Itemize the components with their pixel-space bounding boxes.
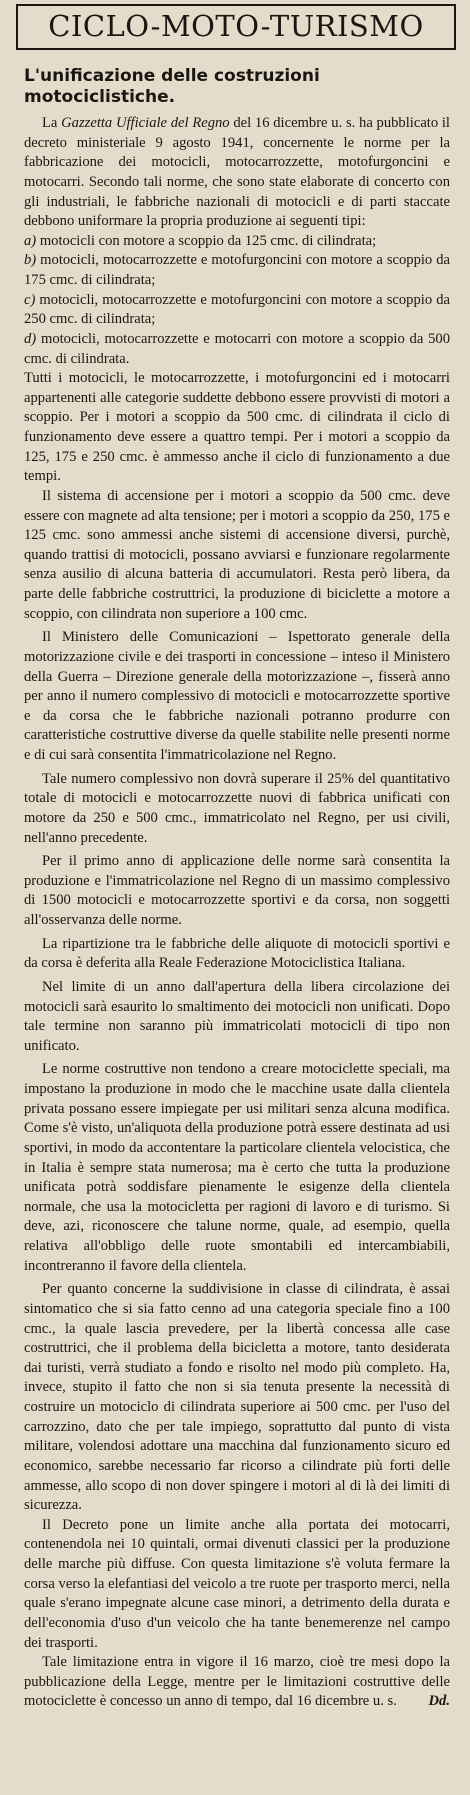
list-item	[24, 232, 450, 252]
article-body	[24, 114, 450, 1712]
list-marker: d)	[24, 330, 37, 347]
body-paragraph: Il Decreto pone un limite anche alla portata dei motocarri, contenendola nei 10 quintali, ormai divenuti classici per la produzione delle marche più diffuse. Con questa limitazione s'è voluta fermare la corsa verso la elefantiasi del veicolo a tre ruote per trasporto merci, nella quale s'erano impegnate alcune case minori, a detrimento della durata e dell'economia d'uso d'un veicolo che ha tante benemerenze nel campo dei trasporti.	[24, 1516, 450, 1651]
intro-prefix: La	[42, 115, 62, 131]
list-marker: b)	[24, 252, 37, 269]
list-item-text: motocicli, motocarrozzette e motocarri con motore a scoppio da 500 cmc. di cilindrata.	[24, 330, 450, 367]
body-paragraph: Per quanto concerne la suddivisione in classe di cilindrata, è assai sintomatico che si sia fatto cenno ad una categoria speciale fino a 100 cmc., la quale lascia prevedere, per la libertà concessa alle case costruttrici, che il problema della bicicletta a motore, tanto desiderata dai turisti, verrà studiato a fondo e risolto nel modo più completo. Ha, invece, stupito il fatto che non si sia tenuta presente la necessità di costruire un motociclo di cilindrata superiore ai 500 cmc. per l'uso del carrozzino, dato che per tale impiego, soprattutto dal punto di vista militare, volendosi adottare una macchina dal funzionamento sicuro ed economico, sarebbe necessario far ricorso a cilindrate più forti delle ammesse, allo scopo di non dover spingere i motori al di là dei limiti di sicurezza.	[24, 1281, 450, 1514]
list-item	[24, 251, 450, 290]
closing-paragraph	[24, 1653, 450, 1712]
body-paragraph: Le norme costruttive non tendono a creare motociclette speciali, ma impostano la produzione in modo che le macchine usate dalla clientela privata possano essere impiegate per usi militari senza alcuna modifica. Come s'è visto, un'aliquota della produzione potrà essere destinata ad usi sportivi, in modo da accontentare la particolare clientela velocistica, che in Italia è sempre stata numerosa; ma è certo che tutta la produzione unificata potrà soddisfare pienamente le esigenze della clientela normale, che usa la motocicletta per ragioni di lavoro e di turismo. Si deve, azi, riconoscere che talune norme, quale, ad esempio, quella relativa all'obbligo delle ruote smontabili ed intercambiabili, incontreranno il favore della clientela.	[24, 1061, 450, 1274]
article-title: L'unificazione delle costruzioni motociclistiche.	[24, 66, 320, 107]
body-paragraph: Il Ministero delle Comunicazioni – Ispettorato generale della motorizzazione civile e dei trasporti in concessione – inteso il Ministero della Guerra – Direzione generale della motorizzazione –, fisserà anno per anno il numero complessivo di motocicli e motocarrozzette sportive e da corsa che le fabbriche nazionali potranno produrre con caratteristiche costruttive diverse da quelle stabilite nelle presenti norme e di cui sarà consentita l'immatricolazione nel Regno.	[24, 629, 450, 763]
list-item	[24, 291, 450, 330]
author-signature: Dd.	[428, 1693, 450, 1710]
intro-paragraph	[24, 114, 450, 232]
body-paragraph: La ripartizione tra le fabbriche delle aliquote di motocicli sportivi e da corsa è deferita alla Reale Federazione Motociclistica Italiana.	[24, 935, 450, 972]
body-paragraph: Nel limite di un anno dall'apertura della libera circolazione dei motocicli sarà esaurito lo smaltimento dei motocicli non unificati. Dopo tale termine non saranno più immatricolati motocicli di tipo non unificato.	[24, 978, 450, 1054]
list-marker: c)	[24, 291, 36, 308]
gazette-name: Gazzetta Ufficiale del Regno	[61, 115, 230, 131]
list-item-text: motocicli, motocarrozzette e motofurgoncini con motore a scoppio da 250 cmc. di cilindrata;	[24, 291, 450, 328]
list-marker: a)	[24, 232, 37, 249]
body-paragraph: Il sistema di accensione per i motori a scoppio da 500 cmc. deve essere con magnete ad alta tensione; per i motori a scoppio da 250, 175 e 125 cmc. sono ammessi anche sistemi di accensione diversi, purchè, quando trattisi di motocicli, possano avviarsi e funzionare regolarmente senza ausilio di alcuna batteria di accumulatori. Resta però libera, da parte delle fabbriche costruttrici, la produzione di biciclette a motore a scoppio, con cilindrata non superiore a 100 cmc.	[24, 487, 450, 622]
body-paragraph: Tale numero complessivo non dovrà superare il 25% del quantitativo totale di motocicli e motocarrozzette nuovi di fabbrica unificati con motore da 250 e 500 cmc., immatricolato nel Regno, per usi civili, nell'anno precedente.	[24, 770, 450, 846]
list-item	[24, 330, 450, 369]
list-item-text: motocicli, motocarrozzette e motofurgoncini con motore a scoppio da 175 cmc. di cilindrata;	[24, 252, 450, 288]
list-item-text: motocicli con motore a scoppio da 125 cmc. di cilindrata;	[36, 232, 377, 249]
section-masthead: CICLO-MOTO-TURISMO	[16, 4, 456, 50]
body-paragraph: Per il primo anno di applicazione delle norme sarà consentita la produzione e l'immatricolazione nel Regno di un massimo complessivo di 1500 motocicli e motocarrozzette sportivi e da corsa, non soggetti all'osservanza delle norme.	[24, 853, 450, 928]
body-paragraph: Tutti i motocicli, le motocarrozzette, i motofurgoncini ed i motocarri appartenenti alle categorie suddette debbono essere provvisti di motori a scoppio. Per i motori a scoppio da 500 cmc. di cilindrata il ciclo di funzionamento deve essere a quattro tempi. Per i motori a scoppio da 125, 175 e 250 cmc. è ammesso anche il ciclo di funzionamento a due tempi.	[24, 370, 450, 485]
closing-text: Tale limitazione entra in vigore il 16 marzo, cioè tre mesi dopo la pubblicazione della Legge, mentre per le limitazioni costruttive delle motociclette è concesso un anno di tempo, dal 16 dicembre u. s.	[24, 1654, 450, 1710]
intro-text: del 16 dicembre u. s. ha pubblicato il decreto ministeriale 9 agosto 1941, concernente le norme per la fabbricazione dei motocicli, motocarrozzette, motofurgoncini e motocarri. Secondo tali norme, che sono state elaborate di concerto con gli industriali, le fabbriche nazionali di motocicli e di parti staccate debbono uniformare la propria produzione ai seguenti tipi:	[24, 115, 450, 230]
